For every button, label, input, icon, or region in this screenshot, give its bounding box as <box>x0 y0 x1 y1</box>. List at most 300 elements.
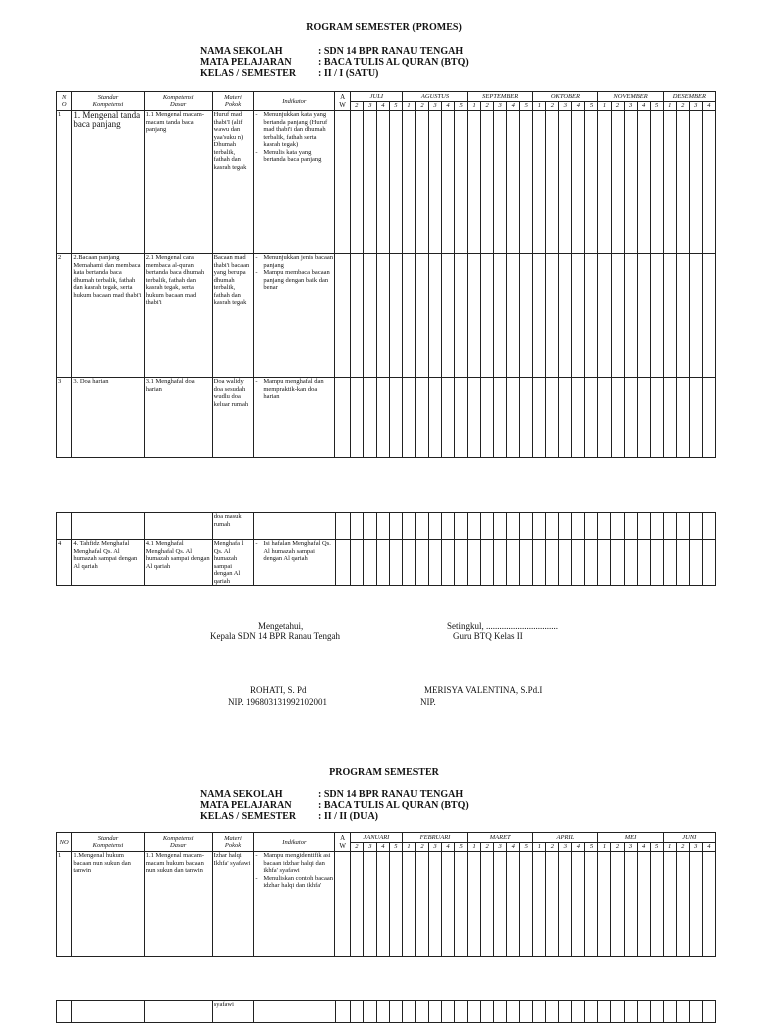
week-cell <box>363 540 376 586</box>
week-cell <box>663 540 676 586</box>
header-standar-kompetensi: Standar Kompetensi <box>72 92 144 111</box>
week-cell <box>637 540 650 586</box>
week-cell <box>376 513 389 540</box>
week-cell <box>389 111 402 254</box>
materi-pokok: syafawi <box>212 1001 254 1023</box>
week-cell <box>376 1001 389 1023</box>
meta-row <box>200 68 469 79</box>
week-cell <box>350 378 363 458</box>
week-number: 1 <box>663 843 676 852</box>
week-number: 1 <box>402 843 415 852</box>
week-cell <box>533 513 546 540</box>
week-cell <box>663 254 676 378</box>
week-cell <box>546 513 559 540</box>
row-number: 3 <box>57 378 72 458</box>
week-cell <box>572 378 585 458</box>
week-number: 2 <box>350 843 363 852</box>
week-cell <box>559 852 572 957</box>
month-header: OKTOBER <box>533 92 598 102</box>
week-cell <box>455 254 468 378</box>
week-number: 2 <box>415 102 428 111</box>
week-cell <box>585 378 598 458</box>
week-number: 1 <box>468 843 481 852</box>
week-cell <box>676 540 689 586</box>
indikator <box>254 852 335 957</box>
week-cell <box>455 378 468 458</box>
week-cell <box>585 1001 598 1023</box>
week-cell <box>650 111 663 254</box>
week-cell <box>402 513 415 540</box>
week-cell <box>689 513 702 540</box>
week-cell <box>389 540 402 586</box>
materi-pokok: Huruf mad thabi'I (alif wawu dan yaa'suku n) Dhumah terbalik, fathah dan kasrah tegak <box>212 111 254 254</box>
week-cell <box>546 254 559 378</box>
week-cell <box>702 254 715 378</box>
week-cell <box>363 254 376 378</box>
week-cell <box>494 852 507 957</box>
week-cell <box>598 378 611 458</box>
signature-right-label: Setingkul, ................................ <box>447 621 559 631</box>
week-cell <box>481 111 494 254</box>
week-cell <box>624 111 637 254</box>
row-number <box>57 1001 72 1023</box>
week-cell <box>676 852 689 957</box>
week-number: 3 <box>494 843 507 852</box>
indikator <box>254 1001 335 1023</box>
week-cell <box>689 540 702 586</box>
week-cell <box>468 540 481 586</box>
week-cell <box>389 852 402 957</box>
week-cell <box>663 513 676 540</box>
week-cell <box>455 111 468 254</box>
row-number: 1 <box>57 111 72 254</box>
row-number: 1 <box>57 852 72 957</box>
header-no: N O <box>57 92 72 111</box>
week-cell <box>598 1001 611 1023</box>
week-number: 4 <box>702 843 715 852</box>
week-cell <box>442 254 455 378</box>
week-cell <box>442 852 455 957</box>
week-number: 3 <box>559 102 572 111</box>
week-cell <box>402 378 415 458</box>
program-table-semester-1-continued <box>56 512 716 586</box>
week-cell <box>428 852 441 957</box>
week-cell <box>624 513 637 540</box>
week-cell <box>611 852 624 957</box>
week-number: 2 <box>415 843 428 852</box>
week-cell <box>363 852 376 957</box>
week-number: 5 <box>455 102 468 111</box>
week-cell <box>350 254 363 378</box>
week-cell <box>585 540 598 586</box>
week-cell <box>507 1001 520 1023</box>
week-cell <box>416 540 429 586</box>
week-cell <box>585 254 598 378</box>
week-cell <box>494 254 507 378</box>
meta-value: : BACA TULIS AL QURAN (BTQ) <box>318 57 469 68</box>
signature-left-label: Mengetahui, <box>258 621 304 631</box>
week-cell <box>350 111 363 254</box>
month-header: FEBRUARI <box>402 833 467 843</box>
week-cell <box>442 1001 455 1023</box>
indikator-item: - Mampu mengidentifik asi bacaan idzhar halqi dan ikhfa' syafawi <box>263 852 333 875</box>
week-cell <box>520 540 533 586</box>
week-cell <box>546 378 559 458</box>
meta-value: : SDN 14 BPR RANAU TENGAH <box>318 46 464 57</box>
week-number: 2 <box>676 102 689 111</box>
header-kompetensi-dasar: Kompetensi Dasar <box>144 92 212 111</box>
week-cell <box>507 513 520 540</box>
header-indikator: Indikator <box>254 833 335 852</box>
table-row <box>57 852 716 957</box>
week-cell <box>468 111 481 254</box>
week-cell <box>468 378 481 458</box>
school-info-2 <box>200 789 469 822</box>
month-header: JUNI <box>663 833 715 843</box>
week-cell <box>663 852 676 957</box>
week-cell <box>676 513 689 540</box>
week-cell <box>350 513 363 540</box>
week-cell <box>533 852 546 957</box>
week-cell <box>702 513 715 540</box>
week-cell <box>520 111 533 254</box>
week-cell <box>442 111 455 254</box>
week-cell <box>389 1001 402 1023</box>
meta-value: : SDN 14 BPR RANAU TENGAH <box>318 789 464 800</box>
month-header: DESEMBER <box>663 92 715 102</box>
week-cell <box>559 1001 572 1023</box>
week-number: 3 <box>624 843 637 852</box>
header-indikator: Indikator <box>254 92 335 111</box>
indikator-list <box>255 111 333 164</box>
month-header: MARET <box>468 833 533 843</box>
meta-key: KELAS / SEMESTER <box>200 811 297 822</box>
indikator-item: - Mampu membaca bacaan panjang dengan baik dan benar <box>263 269 333 292</box>
week-cell <box>611 540 624 586</box>
header-aw: A W <box>335 92 350 111</box>
week-cell <box>468 513 481 540</box>
indikator <box>254 540 335 586</box>
meta-value: : BACA TULIS AL QURAN (BTQ) <box>318 800 469 811</box>
week-cell <box>533 254 546 378</box>
materi-pokok: Doa walidy doa sesudah wudlu doa keluar rumah <box>212 378 254 458</box>
week-cell <box>376 111 389 254</box>
week-cell <box>507 111 520 254</box>
week-number: 1 <box>598 843 611 852</box>
month-header: MEI <box>598 833 663 843</box>
week-cell <box>637 254 650 378</box>
week-cell <box>624 378 637 458</box>
week-cell <box>572 254 585 378</box>
week-number: 4 <box>507 843 520 852</box>
week-cell <box>533 1001 546 1023</box>
week-cell <box>650 852 663 957</box>
week-number: 4 <box>702 102 715 111</box>
meta-value: : II / I (SATU) <box>318 68 379 79</box>
week-cell <box>363 1001 376 1023</box>
week-cell <box>507 254 520 378</box>
week-cell <box>429 378 442 458</box>
week-cell <box>663 111 676 254</box>
meta-row <box>200 46 469 57</box>
week-cell <box>572 1001 585 1023</box>
week-cell <box>533 540 546 586</box>
week-cell <box>507 852 520 957</box>
week-cell <box>416 1001 429 1023</box>
week-number: 5 <box>585 843 598 852</box>
header-row <box>57 833 716 843</box>
kompetensi-dasar <box>144 513 212 540</box>
week-cell <box>455 540 468 586</box>
week-number: 4 <box>376 843 389 852</box>
week-number: 2 <box>611 102 624 111</box>
week-cell <box>520 254 533 378</box>
week-cell <box>389 378 402 458</box>
week-cell <box>689 254 702 378</box>
aw-cell <box>335 540 350 586</box>
aw-cell <box>335 254 350 378</box>
week-cell <box>559 254 572 378</box>
week-cell <box>676 111 689 254</box>
table-row <box>57 378 716 458</box>
table-row <box>57 1001 716 1023</box>
month-header: JULI <box>350 92 402 102</box>
week-number: 1 <box>663 102 676 111</box>
kompetensi-dasar: 3.1 Menghafal doa harian <box>144 378 212 458</box>
indikator-list <box>255 540 333 563</box>
week-cell <box>520 378 533 458</box>
standar-kompetensi <box>72 1001 144 1023</box>
week-cell <box>546 540 559 586</box>
week-cell <box>494 513 507 540</box>
indikator-item: - Menunjukkan jenis bacaan panjang <box>263 254 333 269</box>
week-number: 3 <box>559 843 572 852</box>
week-cell <box>637 111 650 254</box>
kompetensi-dasar: 1.1 Mengenal macam-macam tanda baca panjang <box>144 111 212 254</box>
week-cell <box>442 513 455 540</box>
week-cell <box>598 111 611 254</box>
standar-kompetensi: 1.Mengenal hukum bacaan nun sukun dan tanwin <box>72 852 144 957</box>
week-cell <box>546 111 559 254</box>
week-cell <box>611 111 624 254</box>
standar-kompetensi: 4. Tahfidz Menghafal Menghafal Qs. Al humazah sampai dengan Al qariah <box>72 540 144 586</box>
week-cell <box>468 254 481 378</box>
week-cell <box>455 852 468 957</box>
week-cell <box>376 852 389 957</box>
meta-key: NAMA SEKOLAH <box>200 789 283 800</box>
week-cell <box>455 513 468 540</box>
aw-cell <box>335 378 350 458</box>
week-number: 5 <box>585 102 598 111</box>
kompetensi-dasar: 1.1 Mengenal macam-macam hukum bacaan nun sukun dan tanwin <box>144 852 212 957</box>
week-cell <box>650 513 663 540</box>
month-header: SEPTEMBER <box>468 92 533 102</box>
week-number: 5 <box>650 102 663 111</box>
materi-pokok: Bacaan mad thabi'i bacaan yang berupa dhumah terbalik, fathah dan kasrah tegak <box>212 254 254 378</box>
week-cell <box>650 1001 663 1023</box>
indikator-item: - Menunjukkan kata yang bertanda panjang (Huruf mad thabi'i dan dhumah terbalik, fathah serta kasrah tegak) <box>263 111 333 149</box>
week-number: 4 <box>637 102 650 111</box>
week-number: 3 <box>494 102 507 111</box>
week-cell <box>415 852 428 957</box>
meta-key: NAMA SEKOLAH <box>200 46 283 57</box>
week-cell <box>585 513 598 540</box>
week-number: 3 <box>624 102 637 111</box>
week-cell <box>702 111 715 254</box>
week-cell <box>611 378 624 458</box>
week-cell <box>494 1001 507 1023</box>
kompetensi-dasar: 2.1 Mengenal cara membaca al-quran bertanda baca dhumah terbalik, fathah dan kasrah tegak, serta hukum bacaan mad thabi'i <box>144 254 212 378</box>
aw-cell <box>335 1001 350 1023</box>
week-number: 1 <box>533 843 546 852</box>
week-number: 3 <box>363 102 376 111</box>
week-cell <box>429 111 442 254</box>
meta-row <box>200 57 469 68</box>
week-cell <box>689 111 702 254</box>
header-no: NO <box>57 833 72 852</box>
week-cell <box>546 852 559 957</box>
indikator-list <box>255 378 333 401</box>
week-cell <box>481 513 494 540</box>
week-cell <box>689 852 702 957</box>
week-number: 4 <box>637 843 650 852</box>
week-cell <box>572 852 585 957</box>
week-cell <box>598 513 611 540</box>
week-number: 4 <box>507 102 520 111</box>
month-header: AGUSTUS <box>402 92 467 102</box>
table-row <box>57 513 716 540</box>
week-number: 4 <box>442 102 455 111</box>
meta-value: : II / II (DUA) <box>318 811 378 822</box>
week-cell <box>663 1001 676 1023</box>
week-number: 2 <box>676 843 689 852</box>
week-cell <box>481 378 494 458</box>
week-cell <box>559 378 572 458</box>
week-cell <box>624 1001 637 1023</box>
meta-key: MATA PELAJARAN <box>200 57 292 68</box>
month-header: NOVEMBER <box>598 92 663 102</box>
week-cell <box>402 254 415 378</box>
headmaster-nip: NIP. 196803131992102001 <box>228 697 328 707</box>
week-number: 2 <box>611 843 624 852</box>
headmaster-name: ROHATI, S. Pd <box>250 685 307 695</box>
week-cell <box>363 513 376 540</box>
week-cell <box>624 254 637 378</box>
header-materi-pokok: Materi Pokok <box>212 833 254 852</box>
signature-left-title: Kepala SDN 14 BPR Ranau Tengah <box>210 631 340 641</box>
standar-kompetensi: 3. Doa harian <box>72 378 144 458</box>
week-cell <box>650 254 663 378</box>
indikator-list <box>255 852 333 890</box>
page-title: ROGRAM SEMESTER (PROMES) <box>306 22 462 33</box>
header-standar-kompetensi: Standar Kompetensi <box>72 833 144 852</box>
kompetensi-dasar: 4.1 Menghafal Menghafal Qs. Al humazah sampai dengan Al qariah <box>144 540 212 586</box>
indikator <box>254 254 335 378</box>
week-cell <box>559 513 572 540</box>
indikator-item: - Menuliskan contoh bacaan idzhar halqi dan ikhfa' <box>263 875 333 890</box>
indikator-item: - Menulis kata yang bertanda baca panjang <box>263 149 333 164</box>
week-number: 4 <box>572 102 585 111</box>
week-cell <box>663 378 676 458</box>
indikator-item: - Mampu menghafal dan mempraktik-kan doa harian <box>263 378 333 401</box>
week-cell <box>702 378 715 458</box>
indikator-item: - Isi hafalan Menghafal Qs. Al humazah sampai dengan Al qariah <box>263 540 333 563</box>
row-number: 4 <box>57 540 72 586</box>
week-cell <box>520 1001 533 1023</box>
week-cell <box>363 378 376 458</box>
week-number: 1 <box>533 102 546 111</box>
week-number: 4 <box>572 843 585 852</box>
week-cell <box>376 378 389 458</box>
week-cell <box>611 1001 624 1023</box>
week-number: 4 <box>376 102 389 111</box>
teacher-name: MERISYA VALENTINA, S.Pd.I <box>424 685 543 695</box>
meta-row <box>200 800 469 811</box>
week-number: 5 <box>389 102 402 111</box>
week-cell <box>429 1001 442 1023</box>
week-cell <box>598 540 611 586</box>
week-cell <box>363 111 376 254</box>
week-number: 5 <box>520 843 533 852</box>
indikator-list <box>255 254 333 292</box>
week-cell <box>481 852 494 957</box>
signature-right-title: Guru BTQ Kelas II <box>453 631 523 641</box>
week-number: 3 <box>689 843 702 852</box>
week-number: 3 <box>429 102 442 111</box>
page-title-2: PROGRAM SEMESTER <box>329 767 439 778</box>
week-cell <box>533 378 546 458</box>
week-cell <box>481 540 494 586</box>
week-cell <box>702 852 715 957</box>
week-cell <box>415 111 428 254</box>
week-cell <box>442 540 455 586</box>
week-cell <box>507 540 520 586</box>
week-cell <box>689 378 702 458</box>
kompetensi-dasar <box>144 1001 212 1023</box>
week-cell <box>350 852 363 957</box>
week-cell <box>702 1001 715 1023</box>
week-number: 3 <box>689 102 702 111</box>
week-cell <box>624 852 637 957</box>
week-number: 1 <box>402 102 415 111</box>
week-cell <box>676 1001 689 1023</box>
header-row <box>57 92 716 102</box>
week-number: 3 <box>363 843 376 852</box>
week-number: 1 <box>598 102 611 111</box>
row-number: 2 <box>57 254 72 378</box>
week-cell <box>637 513 650 540</box>
week-number: 4 <box>442 843 455 852</box>
week-number: 5 <box>650 843 663 852</box>
table-row <box>57 111 716 254</box>
week-cell <box>689 1001 702 1023</box>
week-cell <box>494 540 507 586</box>
week-cell <box>402 1001 415 1023</box>
week-cell <box>416 513 429 540</box>
week-number: 5 <box>389 843 402 852</box>
week-cell <box>611 254 624 378</box>
week-cell <box>429 254 442 378</box>
table-row <box>57 540 716 586</box>
week-cell <box>533 111 546 254</box>
meta-row <box>200 811 469 822</box>
week-cell <box>402 852 415 957</box>
week-cell <box>468 852 481 957</box>
row-number <box>57 513 72 540</box>
header-kompetensi-dasar: Kompetensi Dasar <box>144 833 212 852</box>
week-cell <box>585 111 598 254</box>
indikator <box>254 378 335 458</box>
